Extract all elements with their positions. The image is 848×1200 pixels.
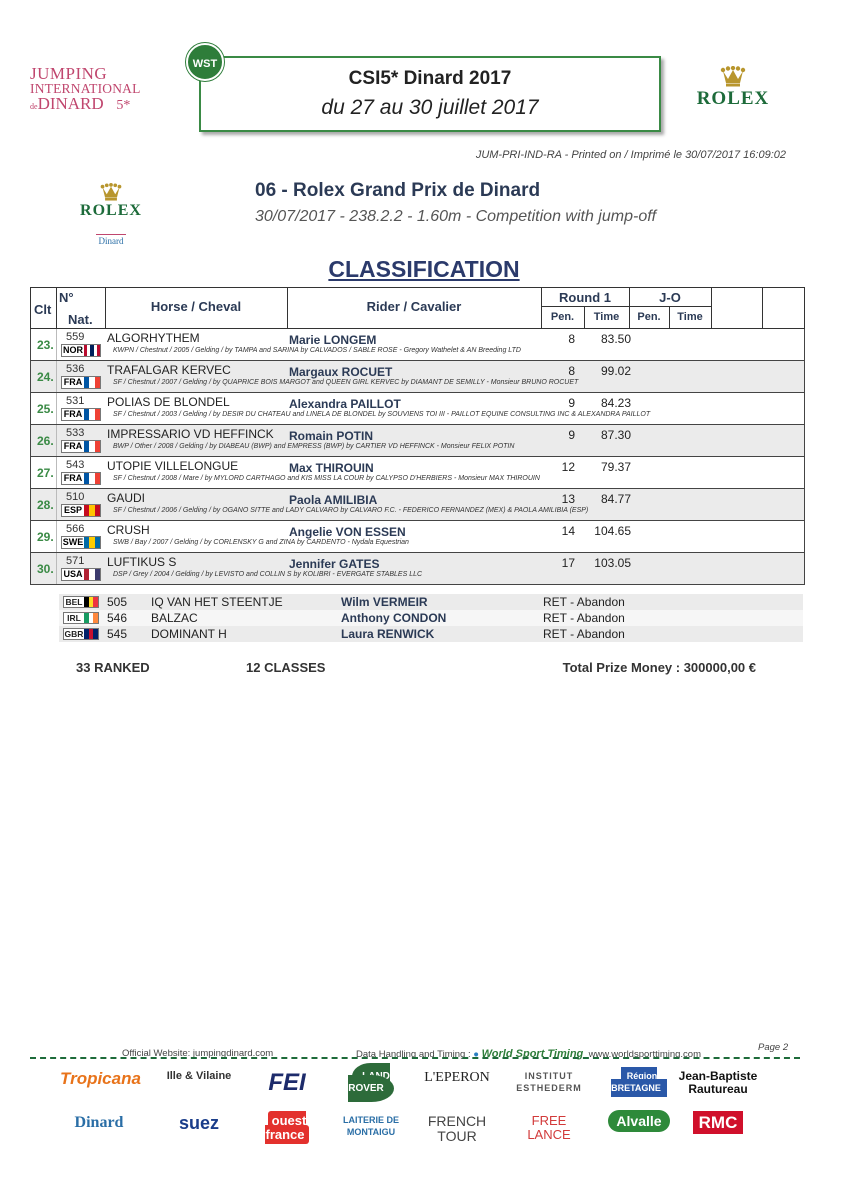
- rider-name: Marie LONGEM: [289, 333, 377, 347]
- jumping-dinard-logo: [30, 66, 158, 114]
- rider-name: Paola AMILIBIA: [289, 493, 378, 507]
- round1-penalties: 8: [568, 364, 575, 378]
- table-row: [30, 553, 805, 585]
- horse-name: LUFTIKUS S: [107, 555, 177, 569]
- flag-code: SWE: [62, 537, 84, 547]
- sponsor-logo: LAND ROVER: [348, 1063, 394, 1102]
- flag-code: IRL: [64, 613, 84, 623]
- round1-penalties: 14: [561, 524, 575, 538]
- rider-name: Anthony CONDON: [341, 611, 447, 625]
- sponsor-logo: FRENCH TOUR: [427, 1113, 487, 1145]
- horse-details: SF / Chestnut / 2006 / Gelding / by OGANO SITTE and LADY CALVARO by CALVARO F.C. - FEDERICO FERNANDEZ (MEX) & PAOLA AMILIBIA (ESP): [113, 507, 589, 514]
- rank: 27.: [37, 466, 54, 480]
- footer-divider: [30, 1057, 800, 1059]
- header-time: Time: [593, 311, 620, 323]
- flag-code: USA: [63, 569, 83, 579]
- title-box: [199, 56, 661, 132]
- event-title: 06 - Rolex Grand Prix de Dinard: [255, 180, 541, 201]
- timing-brand: World Sport Timing: [481, 1048, 584, 1060]
- competitor-number: 536: [66, 363, 85, 375]
- competitor-number: 533: [66, 427, 85, 439]
- event-subtitle: 30/07/2017 - 238.2.2 - 1.60m - Competition with jump-off: [255, 208, 657, 225]
- printed-on: JUM-PRI-IND-RA - Printed on / Imprimé le 30/07/2017 16:09:02: [475, 149, 786, 161]
- table-header: [30, 287, 805, 329]
- rank: 24.: [37, 370, 54, 384]
- rank: 26.: [37, 434, 54, 448]
- page-number: Page 2: [758, 1042, 789, 1053]
- sponsor-logo-row1: [332, 1070, 410, 1094]
- logo-line-3: DINARD: [37, 94, 104, 113]
- flag-code: ESP: [63, 505, 82, 515]
- round1-penalties: 17: [561, 556, 575, 570]
- horse-details: SWB / Bay / 2007 / Gelding / by CORLENSKY G and ZINA by CARDENTO - Nydala Equestrian: [113, 539, 409, 546]
- flag-icon: [61, 344, 101, 357]
- header-rider: Rider / Cavalier: [366, 299, 462, 314]
- rider-name: Laura RENWICK: [341, 627, 435, 641]
- horse-details: BWP / Other / 2008 / Gelding / by DIABEAU (BWP) and EMPRESS (BWP) by CARTIER VD HEFFINCK - Monsieur FELIX POTIN: [113, 443, 515, 450]
- flag-code: FRA: [63, 377, 83, 387]
- sponsor-logo-row2: [248, 1114, 326, 1143]
- round1-time: 104.65: [594, 524, 631, 538]
- rider-name: Wilm VERMEIR: [341, 595, 428, 609]
- classification-heading: [0, 256, 848, 283]
- table-row: [30, 393, 805, 425]
- horse-name: TRAFALGAR KERVEC: [107, 363, 231, 377]
- round1-time: 99.02: [600, 364, 631, 378]
- horse-details: SF / Chestnut / 2008 / Mare / by MYLORD CARTHAGO and KIS MISS LA COUR by CALYPSO D'HERBIERS - Monsieur MAX THIROUIN: [113, 475, 540, 482]
- crown-icon: [100, 183, 122, 202]
- flag-icon: [61, 536, 101, 549]
- horse-name: ALGORHYTHEM: [107, 331, 200, 345]
- wst-badge: WST: [186, 43, 224, 81]
- table-row: [30, 457, 805, 489]
- horse-name: BALZAC: [151, 611, 198, 625]
- dinard-town-logo: [86, 234, 136, 246]
- horse-details: SF / Chestnut / 2007 / Gelding / by QUAPRICE BOIS MARGOT and QUEEN GIRL KERVEC by DIAMANT DE SEMILLY - Monsieur BRUNO ROCUET: [113, 379, 579, 386]
- rolex-logo-left: [74, 183, 148, 220]
- table-row: [30, 425, 805, 457]
- logo-line-2: INTERNATIONAL: [30, 81, 141, 96]
- crown-icon: [720, 66, 746, 88]
- flag-code: FRA: [63, 409, 83, 419]
- classes-count: 12 CLASSES: [246, 660, 326, 675]
- competitor-number: 505: [107, 595, 128, 609]
- sponsor-logo-row2: [510, 1114, 588, 1143]
- round1-penalties: 13: [561, 492, 575, 506]
- flag-icon: [61, 440, 101, 453]
- sponsor-logo-row2: [600, 1114, 678, 1129]
- results-rows: [30, 329, 805, 585]
- horse-name: IQ VAN HET STEENTJE: [151, 595, 283, 609]
- retired-list: [59, 594, 803, 642]
- header-pen: Pen.: [550, 311, 575, 323]
- sponsor-logo: INSTITUT ESTHEDERM: [516, 1071, 582, 1094]
- sponsor-logo-row1: [600, 1070, 678, 1094]
- sponsor-logo: L'EPERON: [424, 1070, 490, 1085]
- retired-row: [59, 610, 803, 626]
- sponsor-logo: Dinard: [74, 1114, 124, 1131]
- timing-label: Data Handling and Timing :: [356, 1049, 471, 1060]
- rider-name: Max THIROUIN: [289, 461, 374, 475]
- round1-time: 87.30: [600, 428, 631, 442]
- flag-icon: [61, 568, 101, 581]
- horse-name: IMPRESSARIO VD HEFFINCK: [107, 427, 274, 441]
- retired-row: [59, 594, 803, 610]
- logo-line-1: JUMPING: [30, 64, 108, 83]
- header-jo-time: Time: [677, 311, 703, 323]
- rolex-wordmark: ROLEX: [696, 88, 770, 109]
- horse-details: SF / Chestnut / 2003 / Gelding / by DESIR DU CHATEAU and LINELA DE BLONDEL by SOUVIENS TOI III - PAILLOT EQUINE CONSULTING INC & ALEXANDRA PAILLOT: [113, 411, 651, 418]
- flag-icon: [63, 628, 99, 640]
- table-row: [30, 361, 805, 393]
- table-row: [30, 489, 805, 521]
- sponsor-logo: Jean-Baptiste Rautureau: [678, 1069, 758, 1097]
- round1-time: 103.05: [594, 556, 631, 570]
- round1-time: 79.37: [600, 460, 631, 474]
- flag-icon: [61, 408, 101, 421]
- rider-name: Jennifer GATES: [289, 557, 380, 571]
- competitor-number: 566: [66, 523, 85, 535]
- sponsor-logo-row1: [678, 1070, 758, 1096]
- round1-penalties: 8: [568, 332, 575, 346]
- sponsor-logo: suez: [178, 1113, 220, 1133]
- horse-details: DSP / Grey / 2004 / Gelding / by LEVISTO and COLLIN S by KOLIBRI - EVERGATE STABLES LLC: [113, 571, 423, 578]
- flag-code: BEL: [65, 597, 83, 607]
- rolex-logo-top: [688, 66, 778, 110]
- horse-name: GAUDI: [107, 491, 146, 505]
- rolex-wordmark-left: ROLEX: [80, 202, 142, 219]
- competitor-number: 510: [66, 491, 85, 503]
- header-clt: Clt: [34, 302, 52, 317]
- flag-code: FRA: [63, 441, 83, 451]
- header-jump-off: J-O: [659, 290, 681, 305]
- sponsor-logo: Région BRETAGNE: [611, 1067, 667, 1097]
- competition-dates: du 27 au 30 juillet 2017: [321, 96, 539, 119]
- rider-name: Angelie VON ESSEN: [289, 525, 406, 539]
- flag-icon: [61, 504, 101, 517]
- horse-name: UTOPIE VILLELONGUE: [107, 459, 239, 473]
- header-round1: Round 1: [559, 290, 611, 305]
- ranked-count: 33 RANKED: [76, 660, 150, 675]
- sponsor-logo-row1: [418, 1070, 496, 1085]
- header-horse: Horse / Cheval: [150, 299, 242, 314]
- rank: 30.: [37, 562, 54, 576]
- round1-penalties: 9: [568, 428, 575, 442]
- round1-time: 83.50: [600, 332, 631, 346]
- sponsor-logo: RMC: [693, 1111, 744, 1134]
- logo-line-3-small: de: [30, 102, 38, 111]
- header-jo-pen: Pen.: [637, 311, 661, 323]
- status: RET - Abandon: [543, 627, 625, 641]
- competition-title: CSI5* Dinard 2017: [348, 68, 512, 89]
- rank: 25.: [37, 402, 54, 416]
- retired-row: [59, 626, 803, 642]
- sponsor-logo-row1: [510, 1070, 588, 1094]
- classification-heading-text: CLASSIFICATION: [328, 256, 520, 282]
- total-prize: Total Prize Money : 300000,00 €: [562, 660, 756, 675]
- results-table: [30, 287, 805, 585]
- flag-icon: [61, 472, 101, 485]
- flag-code: NOR: [63, 345, 83, 355]
- horse-name: CRUSH: [107, 523, 150, 537]
- rider-name: Alexandra PAILLOT: [289, 397, 401, 411]
- sponsor-logo-row1: [160, 1070, 238, 1082]
- dinard-town-text: Dinard: [98, 236, 124, 246]
- competitor-number: 543: [66, 459, 85, 471]
- sponsor-logo: Ille & Vilaine: [166, 1070, 232, 1082]
- sponsor-logo: FEI: [268, 1069, 306, 1096]
- official-website[interactable]: Official Website: jumpingdinard.com: [122, 1048, 274, 1059]
- timing-url[interactable]: www.worldsporttiming.com: [588, 1049, 702, 1060]
- sponsor-logo: Tropicana: [60, 1069, 141, 1088]
- sponsor-logo: ouest france: [265, 1111, 308, 1144]
- sponsor-logo-row1: [60, 1069, 141, 1089]
- flag-icon: [61, 376, 101, 389]
- sponsor-logo: FREE LANCE: [527, 1113, 571, 1143]
- table-row: [30, 521, 805, 553]
- sponsor-logo-row2: [60, 1114, 138, 1132]
- competitor-number: 571: [66, 555, 85, 567]
- flag-code: GBR: [64, 629, 84, 639]
- sponsor-logo-row2: [418, 1114, 496, 1145]
- competitor-number: 559: [66, 331, 85, 343]
- rank: 28.: [37, 498, 54, 512]
- rider-name: Romain POTIN: [289, 429, 374, 443]
- flag-icon: [63, 596, 99, 608]
- round1-penalties: 9: [568, 396, 575, 410]
- flag-icon: [63, 612, 99, 624]
- sponsor-logo-row2: [678, 1114, 758, 1133]
- timing-credit: Data Handling and Timing : ● World Sport Timing www.worldsporttiming.com: [356, 1048, 702, 1060]
- table-row: [30, 329, 805, 361]
- status: RET - Abandon: [543, 611, 625, 625]
- rank: 23.: [37, 338, 54, 352]
- horse-details: KWPN / Chestnut / 2005 / Gelding / by TAMPA and SARINA by CALVADOS / SABLE ROSE - Gregory Wathelet & AN Breeding LTD: [113, 347, 521, 354]
- competitor-number: 531: [66, 395, 85, 407]
- rank: 29.: [37, 530, 54, 544]
- sponsor-logo: Alvalle: [608, 1110, 669, 1132]
- status: RET - Abandon: [543, 595, 625, 609]
- round1-time: 84.23: [600, 396, 631, 410]
- logo-stars: 5*: [116, 98, 131, 113]
- sponsor-logo-row1: [248, 1070, 326, 1096]
- flag-code: FRA: [63, 473, 83, 483]
- competitor-number: 545: [107, 627, 128, 641]
- sponsor-logo-row2: [332, 1114, 410, 1138]
- sponsor-logo: LAITERIE DE MONTAIGU: [342, 1115, 399, 1138]
- sponsor-logo-row2: [160, 1114, 238, 1134]
- round1-penalties: 12: [561, 460, 575, 474]
- horse-name: DOMINANT H: [151, 627, 227, 641]
- round1-time: 84.77: [600, 492, 631, 506]
- header-number: N°: [59, 290, 74, 305]
- horse-name: POLIAS DE BLONDEL: [107, 395, 230, 409]
- header-nat: Nat.: [68, 312, 93, 327]
- competitor-number: 546: [107, 611, 128, 625]
- rider-name: Margaux ROCUET: [289, 365, 393, 379]
